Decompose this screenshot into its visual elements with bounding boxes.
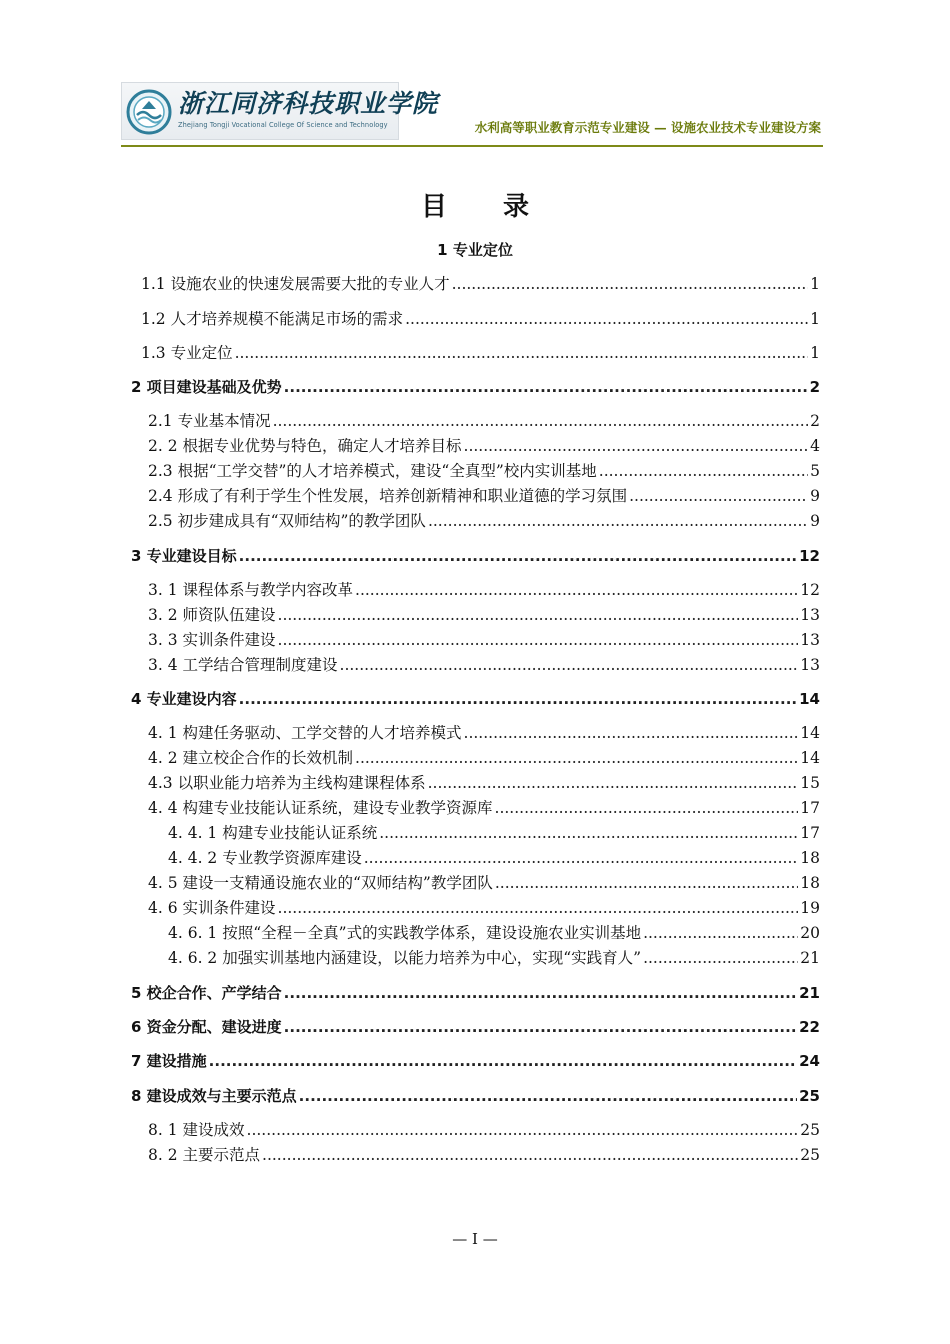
toc-entry-page: 12 [800,581,820,599]
toc-entry[interactable] [148,748,820,768]
toc-entry-text: 2. 2 根据专业优势与特色，确定人才培养目标 [148,437,462,455]
toc-entry-page: 24 [799,1052,820,1070]
toc-entry-page: 18 [800,849,820,867]
toc-entry-page: 25 [800,1121,820,1139]
toc-entry[interactable] [148,773,820,793]
toc-dot-leader [355,580,798,600]
toc-entry-page: 20 [800,924,820,942]
toc-entry-page: 2 [810,412,820,430]
toc-entry-page: 2 [809,378,820,396]
toc-entry-text: 3. 1 课程体系与教学内容改革 [148,581,354,599]
toc-dot-leader [247,1120,799,1140]
toc-entry[interactable] [168,823,820,843]
toc-entry[interactable] [148,1145,820,1165]
toc-entry[interactable] [168,848,820,868]
college-name-cn: 浙江同济科技职业学院 [178,89,439,118]
toc-entry-page: 9 [810,487,820,505]
toc-entry-text: 5 校企合作、产学结合 [131,984,282,1002]
toc-entry[interactable] [148,411,820,431]
toc-entry-page: 25 [800,1146,820,1164]
toc-dot-leader [209,1051,797,1071]
toc-entry-page: 12 [799,547,820,565]
toc-entry-text: 4. 4. 1 构建专业技能认证系统 [168,824,378,842]
toc-entry-text: 2.1 专业基本情况 [148,412,271,430]
toc-dot-leader [299,1086,797,1106]
toc-entry-text: 8 建设成效与主要示范点 [131,1087,297,1105]
toc-entry-page: 1 [810,310,820,328]
toc-entry-page: 25 [799,1087,820,1105]
toc-dot-leader [284,377,808,397]
toc-entry-text: 4.3 以职业能力培养为主线构建课程体系 [148,774,426,792]
toc-entry-text: 4. 1 构建任务驱动、工学交替的人才培养模式 [148,724,462,742]
toc-entry-text: 3. 2 师资队伍建设 [148,606,276,624]
toc-entry-page: 13 [800,656,820,674]
toc-entry-page: 18 [800,874,820,892]
toc-entry[interactable] [148,605,820,625]
toc-entry-text: 4. 4. 2 专业教学资源库建设 [168,849,362,867]
toc-entry[interactable] [148,580,820,600]
toc-entry-page: 5 [810,462,820,480]
toc-entry-text: 2 项目建设基础及优势 [131,378,282,396]
toc-entry[interactable] [131,1017,820,1037]
toc-entry[interactable] [131,1051,820,1071]
toc-entry[interactable] [141,343,820,363]
toc-entry[interactable] [131,546,820,566]
toc-entry[interactable] [141,274,820,294]
header-rule [121,145,823,147]
toc-entry-page: 1 [810,275,820,293]
toc-entry-text: 4. 4 构建专业技能认证系统，建设专业教学资源库 [148,799,493,817]
toc-entry-text: 6 资金分配、建设进度 [131,1018,282,1036]
toc-dot-leader [262,1145,798,1165]
header-project-title: 水利高等职业教育示范专业建设 — 设施农业技术专业建设方案 [474,120,821,135]
toc-dot-leader [495,873,798,893]
page-number-footer: — I — [452,1230,498,1248]
toc-dot-leader [464,436,809,456]
toc-entry[interactable] [148,898,820,918]
toc-entry[interactable] [131,983,820,1003]
toc-entry[interactable] [148,723,820,743]
toc-entry[interactable] [148,1120,820,1140]
toc-entry[interactable] [131,1086,820,1106]
toc-entry-page: 15 [800,774,820,792]
toc-entry[interactable] [0,240,950,260]
toc-entry-text: 2.5 初步建成具有“双师结构”的教学团队 [148,512,426,530]
toc-entry-page: 14 [800,749,820,767]
toc-entry-text: 3 专业建设目标 [131,547,237,565]
toc-entry-text: 7 建设措施 [131,1052,207,1070]
toc-entry-page: 14 [799,690,820,708]
toc-dot-leader [643,948,798,968]
toc-dot-leader [452,274,809,294]
toc-entry[interactable] [148,630,820,650]
toc-dot-leader [379,823,798,843]
toc-dot-leader [428,511,808,531]
toc-entry[interactable] [168,923,820,943]
toc-entry[interactable] [148,486,820,506]
toc-entry[interactable] [148,511,820,531]
toc-entry-text: 3. 3 实训条件建设 [148,631,276,649]
toc-entry[interactable] [131,377,820,397]
toc-entry-text: 1.1 设施农业的快速发展需要大批的专业人才 [141,275,450,293]
toc-dot-leader [643,923,798,943]
toc-entry-text: 4. 6. 1 按照“全程－全真”式的实践教学体系，建设设施农业实训基地 [168,924,642,942]
toc-dot-leader [464,723,799,743]
toc-entry-text: 4. 5 建设一支精通设施农业的“双师结构”教学团队 [148,874,493,892]
toc-dot-leader [278,898,799,918]
toc-title-left: 目 [420,192,447,222]
toc-dot-leader [235,343,809,363]
toc-dot-leader [495,798,799,818]
toc-entry-text: 2.3 根据“工学交替”的人才培养模式，建设“全真型”校内实训基地 [148,462,597,480]
college-emblem-icon [126,89,172,135]
toc-entry-page: 14 [800,724,820,742]
toc-dot-leader [355,748,798,768]
toc-entry-page: 17 [800,824,820,842]
college-logo [121,82,439,140]
toc-entry[interactable] [148,798,820,818]
toc-entry-text: 4. 6 实训条件建设 [148,899,276,917]
toc-entry-page: 21 [799,984,820,1002]
toc-dot-leader [284,1017,797,1037]
toc-entry-text: 1.3 专业定位 [141,344,233,362]
toc-entry-page: 13 [800,631,820,649]
toc-dot-leader [599,461,808,481]
toc-entry-text: 3. 4 工学结合管理制度建设 [148,656,338,674]
toc-dot-leader [239,546,797,566]
toc-dot-leader [273,411,809,431]
toc-entry-text: 4 专业建设内容 [131,690,237,708]
toc-title [0,186,950,223]
toc-dot-leader [284,983,797,1003]
toc-dot-leader [405,309,808,329]
toc-entry-text: 1.2 人才培养规模不能满足市场的需求 [141,310,404,328]
toc-entry-text: 8. 1 建设成效 [148,1121,245,1139]
toc-entry-text: 2.4 形成了有利于学生个性发展，培养创新精神和职业道德的学习氛围 [148,487,628,505]
toc-entry[interactable] [148,873,820,893]
toc-entry-page: 9 [810,512,820,530]
toc-dot-leader [364,848,799,868]
page-header [121,82,823,148]
toc-entry[interactable] [148,461,820,481]
toc-entry-text: 4. 2 建立校企合作的长效机制 [148,749,354,767]
toc-entry[interactable] [131,689,820,709]
toc-dot-leader [239,689,797,709]
toc-dot-leader [428,773,799,793]
toc-dot-leader [629,486,808,506]
toc-entry-page: 17 [800,799,820,817]
toc-entry[interactable] [168,948,820,968]
toc-entry-page: 1 [810,344,820,362]
toc-title-right: 录 [503,192,530,222]
college-name-en: Zhejiang Tongji Vocational College Of Science and Technology [178,121,388,129]
toc-dot-leader [278,630,799,650]
toc-entry[interactable] [148,436,820,456]
toc-entry-page: 21 [800,949,820,967]
toc-entry-page: 19 [800,899,820,917]
toc-entry-page: 22 [799,1018,820,1036]
toc-entry[interactable] [148,655,820,675]
toc-entry[interactable] [141,309,820,329]
toc-entry-text: 1 专业定位 [437,241,513,259]
toc-entry-page: 13 [800,606,820,624]
toc-dot-leader [278,605,799,625]
toc-entry-page: 4 [810,437,820,455]
toc-entry-text: 8. 2 主要示范点 [148,1146,261,1164]
toc-dot-leader [340,655,799,675]
toc-entry-text: 4. 6. 2 加强实训基地内涵建设，以能力培养为中心，实现“实践育人” [168,949,642,967]
